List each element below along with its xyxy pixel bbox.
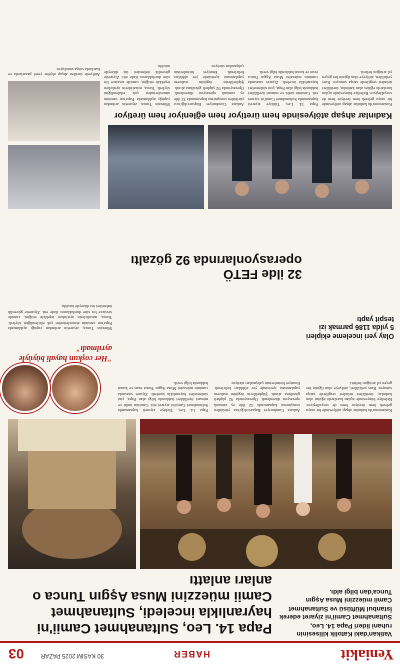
police-illustration xyxy=(208,125,392,209)
workshop-photo-1 xyxy=(8,145,100,209)
mosque-dome-photo xyxy=(8,419,136,569)
suspect-photo xyxy=(108,125,204,209)
dome-illustration xyxy=(8,419,136,569)
workshop-caption: Atölyede üretilen ahşap objeler yerel pazarlarda ve fuarlarda satışa sunuluyor. xyxy=(8,66,100,77)
portrait-circle-1 xyxy=(50,363,100,413)
issue-date: 30 KASIM 2025 PAZAR xyxy=(40,652,104,658)
lead-headline: Papa 14. Leo, Sultanahmet Camii'ni hayranlıkla inceledi, Sultanahmet Camii müezzini Musa Aşgın Tunca o anları anlattı xyxy=(32,573,272,637)
pull-quote: "Her coşkun hayali büyüyle ayrılmadı" xyxy=(18,344,112,363)
lead-intro: Vatikan'daki Katolik kilisesinin ruhani lideri Papa 14. Leo, Sultanahmet Camii'ni ziyaret ederek İstanbul Müftüsü ve Sultanahmet Camii müezzini Musa Aşgın Tunca'dan bilgi aldı. xyxy=(279,587,392,637)
mosque-interior-illustration xyxy=(140,419,392,569)
article-column-2: Ankara Cumhuriyet Başsavcılığı'nca yürütülen soruşturma kapsamında 32 ilde eş zamanlı operasyon düzenlendi. Operasyonda 92 şüpheli gözaltına alındı. Şüphelilerin örgütün mahrem yapılanması içerisinde yer aldıkları belirlendi. Emniyet birimlerinin çalışmaları sürüyor. xyxy=(214,380,300,413)
section-label: HABER xyxy=(172,649,210,659)
workshop-photo-2 xyxy=(8,81,100,141)
masthead xyxy=(0,641,400,665)
workshop-column-3: Ankara Cumhuriyet Başsavcılığı'nca yürütülen soruşturma kapsamında 32 ilde eş zamanlı operasyon düzenlendi. Operasyonda 92 şüpheli gözaltına alındı. Şüphelilerin örgütün mahrem yapılanması içerisinde yer aldıkları belirlendi. Emniyet birimlerinin çalışmaları sürüyor. xyxy=(174,64,244,107)
police-operation-photo xyxy=(208,125,392,209)
portrait-circle-2 xyxy=(0,363,50,413)
workshop-headline: Kadınlar ahşap atölyesinde hem üretiyor hem eğleniyor hem üretiyor xyxy=(114,111,392,121)
newspaper-logo: Yeniakit xyxy=(340,646,394,662)
workshop-column-2: Papa 14. Leo, Türkiye ziyareti kapsamında Sultanahmet Camii'ni ziyaret etti. Caminin tarihi ve mimari özellikleri hakkında bilgi alan Papa, çini süslemeleri hayranlıkla inceledi. Ziyaret sırasında caminin müezzini Musa Aşgın Tunca ezan ve kıraat hakkında bilgi verdi. xyxy=(248,69,318,107)
workshop-column-4: Müezzin Tunca, ziyaretin ardından yaptığı açıklamada Papa'nın caminin atmosferinden çok etkilendiğini söyledi. Tunca, misafirlerin ayrılırken teşekkür ettiğini, camide sessizce bir süre durduklarını ifade etti. Ziyarette güvenlik önlemleri üst düzeyde tutuldu. xyxy=(104,64,170,107)
workshop-column-1: Kastamonu'da kadınlar ahşap atölyesinde bir araya gelerek hem üretiyor hem de sosyalleşiyor. Belediye bünyesinde açılan kurslarda eğitim alan kadınlar, ürettikleri ürünleri sergilerde satışa sunuyor. Kurs yetkilileri, atölyeye olan ilginin her geçen yıl arttığını belirtti. xyxy=(322,69,392,107)
mosque-visit-photo xyxy=(140,419,392,569)
feto-headline: 32 ilde FETÖ operasyonlarında 92 gözaltı xyxy=(130,253,302,282)
article-column-1: Kastamonu'da kadınlar ahşap atölyesinde bir araya gelerek hem üretiyor hem de sosyalleşiyor. Belediye bünyesinde açılan kurslarda eğitim alan kadınlar, ürettikleri ürünleri sergilerde satışa sunuyor. Kurs yetkilileri, atölyeye olan ilginin her geçen yıl arttığını belirtti. xyxy=(306,380,392,413)
article-column-3: Papa 14. Leo, Türkiye ziyareti kapsamında Sultanahmet Camii'ni ziyaret etti. Caminin tarihi ve mimari özellikleri hakkında bilgi alan Papa, çini süslemeleri hayranlıkla inceledi. Ziyaret sırasında caminin müezzini Musa Aşgın Tunca ezan ve kıraat hakkında bilgi verdi. xyxy=(118,380,208,413)
article-column-4: Müezzin Tunca, ziyaretin ardından yaptığı açıklamada Papa'nın caminin atmosferinden çok etkilendiğini söyledi. Tunca, misafirlerin ayrılırken teşekkür ettiğini, camide sessizce bir süre durduklarını ifade etti. Ziyarette güvenlik önlemleri üst düzeyde tutuldu. xyxy=(8,304,112,331)
page-number: 03 xyxy=(8,646,24,662)
crime-scene-subheadline: Olay yeri inceleme ekipleri 5 yılda 1186 parmak izi tespit yaptı xyxy=(306,315,394,339)
